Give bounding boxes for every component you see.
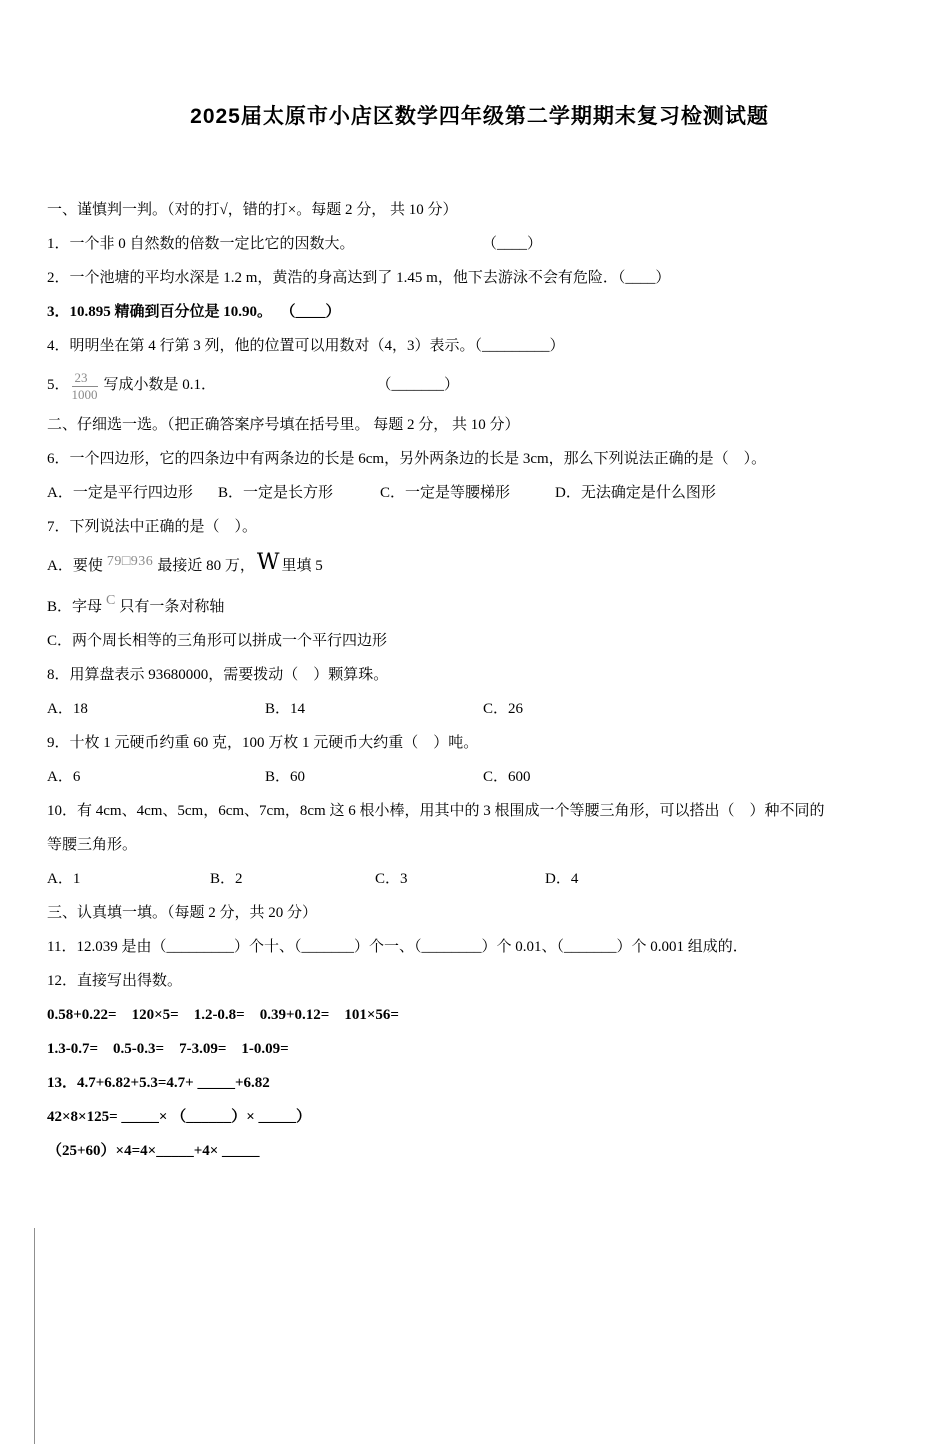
choice-q8-option-b: B．14 bbox=[265, 701, 306, 717]
choice-q9-options bbox=[47, 767, 912, 788]
judge-q2-blank: （____） bbox=[617, 270, 671, 286]
judge-section-heading: 一、谨慎判一判。（对的打√，错的打×。每题 2 分， 共 10 分） bbox=[47, 202, 458, 218]
judge-q5-prefix: 5． bbox=[47, 377, 70, 393]
choice-q7-option-c: C．两个周长相等的三角形可以拼成一个平行四边形 bbox=[47, 633, 388, 649]
judge-q4-blank: （_________） bbox=[474, 338, 565, 354]
choice-q9-option-c: C．600 bbox=[483, 769, 531, 785]
judge-q3-blank: （____） bbox=[288, 304, 341, 320]
fill-q12-row1: 0.58+0.22= 120×5= 1.2-0.8= 0.39+0.12= 101×56= bbox=[47, 1007, 399, 1023]
q7b-pre: B．字母 bbox=[47, 599, 103, 615]
judge-q3 bbox=[47, 302, 912, 323]
fill-q13-line2: 42×8×125= _____× （______）× _____） bbox=[47, 1109, 311, 1125]
q7b-post: 只有一条对称轴 bbox=[119, 599, 225, 615]
choice-q9-option-b: B．60 bbox=[265, 769, 306, 785]
fill-q12-row2: 1.3-0.7= 0.5-0.3= 7-3.09= 1-0.09= bbox=[47, 1041, 289, 1057]
choice-q7-text: 7．下列说法中正确的是（ ）。 bbox=[47, 519, 258, 535]
q7a-mid: 最接近 80 万， bbox=[157, 558, 255, 574]
choice-q9-text: 9．十枚 1 元硬币约重 60 克，100 万枚 1 元硬币大约重（ ）吨。 bbox=[47, 735, 479, 751]
choice-q8-option-c: C．26 bbox=[483, 701, 524, 717]
choice-q10-options bbox=[47, 869, 912, 890]
judge-q1-blank: （____） bbox=[489, 236, 543, 252]
q7a-post: 里填 5 bbox=[281, 558, 323, 574]
left-margin-rule bbox=[34, 1228, 35, 1444]
choice-q6-options bbox=[47, 483, 912, 504]
q7b-letter-c: C bbox=[106, 593, 116, 608]
choice-q8-options bbox=[47, 699, 912, 720]
choice-q10-text-line2: 等腰三角形。 bbox=[47, 837, 138, 853]
choice-q10-option-d: D．4 bbox=[545, 871, 579, 887]
q7a-pre: A．要使 bbox=[47, 558, 103, 574]
page-title: 2025届太原市小店区数学四年级第二学期期末复习检测试题 bbox=[190, 105, 769, 128]
fraction-23-over-1000 bbox=[72, 370, 98, 402]
judge-q3-text: 3．10.895 精确到百分位是 10.90。 bbox=[47, 304, 273, 320]
choice-q10-option-c: C．3 bbox=[375, 871, 408, 887]
judge-q5-text: 写成小数是 0.1． bbox=[103, 377, 217, 393]
choice-q10-option-a: A．1 bbox=[47, 871, 81, 887]
judge-q1-text: 1．一个非 0 自然数的倍数一定比它的因数大。 bbox=[47, 236, 355, 252]
choice-q7-option-a bbox=[47, 551, 912, 577]
choice-q6-option-d: D．无法确定是什么图形 bbox=[555, 485, 716, 501]
fraction-denominator: 1000 bbox=[71, 387, 98, 402]
choice-q7-option-b bbox=[47, 590, 912, 618]
choice-q8-text: 8．用算盘表示 93680000，需要拨动（ ）颗算珠。 bbox=[47, 667, 389, 683]
fraction-numerator: 23 bbox=[72, 370, 98, 387]
choice-q9-option-a: A．6 bbox=[47, 769, 81, 785]
fill-q13-line1: 13．4.7+6.82+5.3=4.7+ _____+6.82 bbox=[47, 1075, 270, 1091]
judge-q5-blank: （_______） bbox=[384, 377, 460, 393]
exam-page bbox=[0, 100, 950, 1444]
judge-q1 bbox=[47, 234, 912, 255]
judge-q4-text: 4．明明坐在第 4 行第 3 列，他的位置可以用数对（4，3）表示。 bbox=[47, 338, 475, 354]
fill-q13-line3: （25+60）×4=4×_____+4× _____ bbox=[47, 1143, 260, 1159]
choice-q6-option-c: C．一定是等腰梯形 bbox=[380, 485, 511, 501]
choice-q6-option-a: A．一定是平行四边形 bbox=[47, 485, 193, 501]
judge-q2-text: 2．一个池塘的平均水深是 1.2 m，黄浩的身高达到了 1.45 m，他下去游泳不会有危险． bbox=[47, 270, 618, 286]
fill-q11: 11．12.039 是由（_________）个十、（_______）个一、（________）个 0.01、（_______）个 0.001 组成的． bbox=[47, 939, 748, 955]
choice-section-heading: 二、仔细选一选。（把正确答案序号填在括号里。 每题 2 分， 共 10 分） bbox=[47, 417, 520, 433]
fill-section-heading: 三、认真填一填。（每题 2 分，共 20 分） bbox=[47, 905, 318, 921]
choice-q6-text: 6．一个四边形，它的四条边中有两条边的长是 6cm，另外两条边的长是 3cm，那么下列说法正确的是（ ）。 bbox=[47, 451, 767, 467]
choice-q10-option-b: B．2 bbox=[210, 871, 243, 887]
choice-q10-text-line1: 10．有 4cm、4cm、5cm，6cm、7cm，8cm 这 6 根小棒，用其中的 3 根围成一个等腰三角形，可以搭出（ ）种不同的 bbox=[47, 803, 825, 819]
choice-q6-option-b: B．一定是长方形 bbox=[218, 485, 334, 501]
judge-q4 bbox=[47, 336, 912, 357]
judge-q5 bbox=[47, 370, 912, 402]
judge-q2 bbox=[47, 268, 912, 289]
q7a-number-expression: 79□936 bbox=[106, 554, 154, 569]
fill-q12-heading: 12．直接写出得数。 bbox=[47, 973, 183, 989]
choice-q8-option-a: A．18 bbox=[47, 701, 88, 717]
q7a-box-glyph: W bbox=[256, 550, 280, 575]
